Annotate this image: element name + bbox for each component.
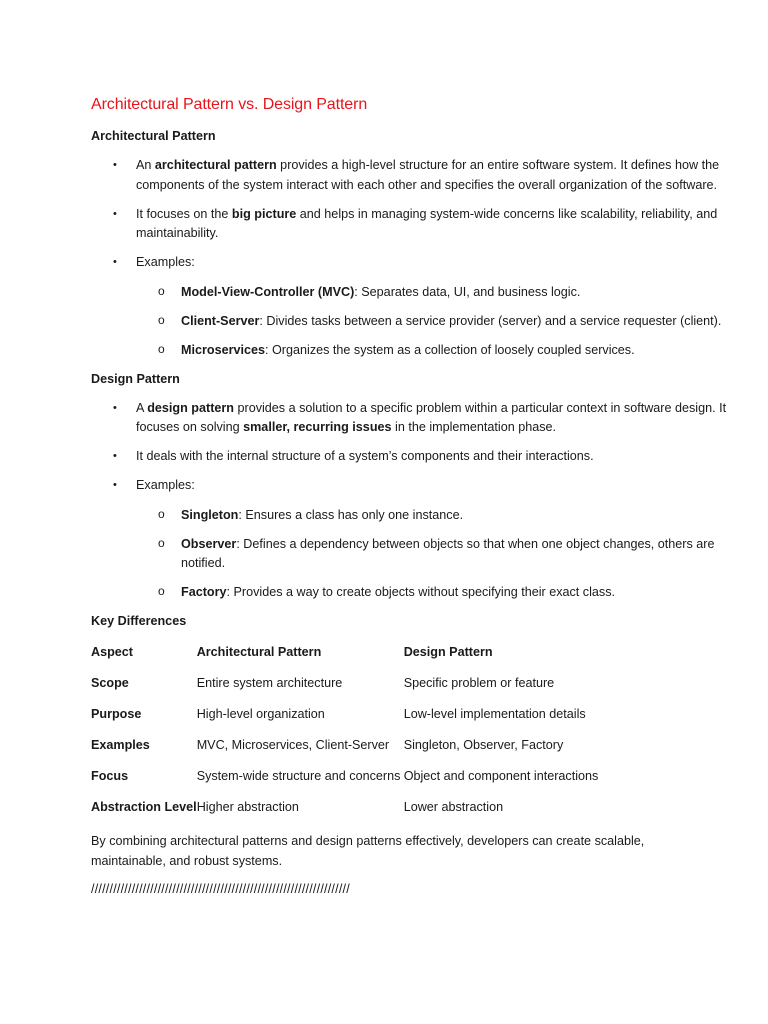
circle-bullet-icon: o xyxy=(158,341,165,356)
circle-bullet-icon: o xyxy=(158,283,165,298)
table-cell: Low-level implementation details xyxy=(403,706,586,721)
list-item: o Client-Server: Divides tasks between a service provider (server) and a service requester (client). xyxy=(136,312,728,332)
list-item: • Examples: o Singleton: Ensures a class has only one instance. o Observer: Defines a dependency between objects so that when one object changes, others are notified. o Factory: Provides a way to create objects without specifying their exact class. xyxy=(91,476,728,603)
design-examples-list xyxy=(136,506,728,603)
bullet-icon: • xyxy=(113,479,117,491)
table-cell: Singleton, Observer, Factory xyxy=(403,737,564,752)
table-header-cell: Aspect xyxy=(91,644,133,659)
table-cell: Examples xyxy=(91,737,150,752)
table-cell: High-level organization xyxy=(196,706,325,721)
closing-paragraph: By combining architectural patterns and design patterns effectively, developers can create scalable, maintainable, and robust systems. xyxy=(91,834,645,868)
list-item: • A design pattern provides a solution to a specific problem within a particular context in software design. It focuses on solving smaller, recurring issues in the implementation phase. xyxy=(113,400,727,434)
table-row xyxy=(91,761,624,792)
list-item: o Observer: Defines a dependency between objects so that when one object changes, others are notified. xyxy=(158,535,715,570)
list-item: o Model-View-Controller (MVC): Separates data, UI, and business logic. xyxy=(136,283,728,303)
table-row xyxy=(91,699,624,730)
bullet-icon: • xyxy=(113,159,117,171)
bullet-icon: • xyxy=(113,401,117,414)
table-cell: System-wide structure and concerns xyxy=(196,768,401,783)
circle-bullet-icon: o xyxy=(158,506,165,521)
table-row xyxy=(91,792,624,823)
architectural-bullet-list xyxy=(91,156,728,360)
table-cell: Abstraction Level xyxy=(91,799,197,814)
table-header-cell: Architectural Pattern xyxy=(196,644,322,659)
table-header-cell: Design Pattern xyxy=(403,644,493,659)
list-item: • Examples: o Model-View-Controller (MVC): Separates data, UI, and business logic. o Client-Server: Divides tasks between a service provider (server) and a service requester (client). o Microservices: Organizes the system as a collection of loosely coupled services. xyxy=(91,253,728,360)
table-header-row xyxy=(91,637,624,668)
page-title: Architectural Pattern vs. Design Pattern xyxy=(91,96,368,113)
differences-table xyxy=(91,637,624,823)
table-cell: Purpose xyxy=(91,706,142,721)
circle-bullet-icon: o xyxy=(158,312,165,327)
circle-bullet-icon: o xyxy=(158,584,165,598)
list-item: • It focuses on the big picture and helps in managing system-wide concerns like scalability, reliability, and maintainability. xyxy=(113,206,718,240)
section-heading-architectural: Architectural Pattern xyxy=(91,129,216,143)
section-heading-design: Design Pattern xyxy=(91,371,180,386)
table-cell: MVC, Microservices, Client-Server xyxy=(196,737,390,752)
table-cell: Object and component interactions xyxy=(403,768,599,783)
table-row xyxy=(91,668,624,699)
design-bullet-list xyxy=(91,399,728,603)
list-item: o Factory: Provides a way to create objects without specifying their exact class. xyxy=(136,583,728,603)
bullet-icon: • xyxy=(113,256,117,268)
list-item: o Microservices: Organizes the system as a collection of loosely coupled services. xyxy=(136,341,728,361)
circle-bullet-icon: o xyxy=(158,535,165,550)
table-cell: Entire system architecture xyxy=(196,675,343,690)
table-cell: Higher abstraction xyxy=(196,799,299,814)
list-item: • An architectural pattern provides a high-level structure for an entire software system. It defines how the components of the system interact with each other and specifies the overall organization of the software. xyxy=(113,158,720,192)
table-cell: Scope xyxy=(91,675,129,690)
table-cell: Lower abstraction xyxy=(403,799,504,814)
list-item: • It deals with the internal structure of a system’s components and their interactions. xyxy=(91,447,728,467)
table-cell: Specific problem or feature xyxy=(403,675,555,690)
slash-divider: ////////////////////////////////////////////////////////////////////// xyxy=(91,882,350,896)
architectural-examples-list xyxy=(136,283,728,361)
bullet-icon: • xyxy=(113,207,117,220)
list-item: o Singleton: Ensures a class has only one instance. xyxy=(136,506,728,526)
bullet-icon: • xyxy=(113,450,117,462)
section-heading-key-differences: Key Differences xyxy=(91,614,187,628)
table-row xyxy=(91,730,624,761)
table-cell: Focus xyxy=(91,768,129,783)
